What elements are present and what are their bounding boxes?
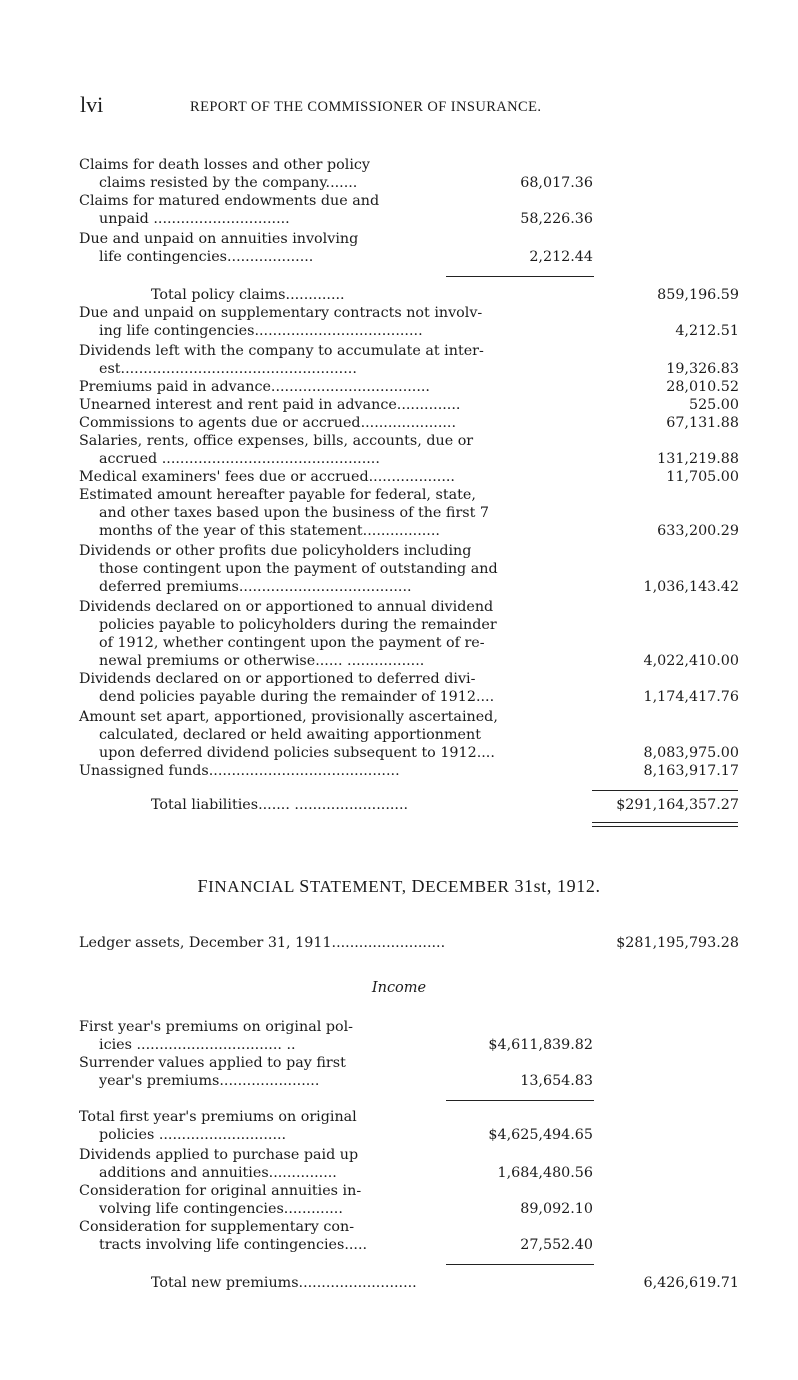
- total-first-year-amount: $4,625,494.65: [488, 1127, 593, 1143]
- income-heading: Income: [371, 980, 427, 996]
- document-page: lvi REPORT OF THE COMMISSIONER OF INSURANCE. Claims for death losses and other policy claims resisted by the company....... 68,017.36 Claims for matured endowments due and unpaid .............................. 58,226.36 Due and unpaid on annuities involving life contingencies................... 2,212.44 Total policy claims............. 859,196.59 Due and unpaid on supplementary contracts not involv- ing life contingencies..................................... 4,212.51 Dividends left with the company to accumulate at inter- est.................................................... 19,326.83 Premiums paid in advance................................... 28,010.52 Unearned interest and rent paid in advance.............. 525.00 Commissions to agents due or accrued..................... 67,131.88 Salaries, rents, office expenses, bills, accounts, due or accrued ................................................ 131,219.88 Medical examiners' fees due or accrued................... 11,705.00 Estimated amount hereafter payable for federal, state, and other taxes based upon the business of the first 7 months of the year of this statement................. 633,200.29 Dividends or other profits due policyholders including those contingent upon the payment of outstanding and deferred premiums...................................... 1,036,143.42 Dividends declared on or apportioned to annual dividend policies payable to policyholders during the remainder of 1912, whether contingent upon the payment of re- newal premiums or otherwise...... ................. 4,022,410.00 Dividends declared on or apportioned to deferred divi- dend policies payable during the remainder of 1912.... 1,174,417.76 Amount set apart, apportioned, provisionally ascertained, calculated, declared or held awaiting apportionment upon deferred dividend policies subsequent to 1912.... 8,083,975.00 Unassigned funds.......................................... 8,163,917.17 Total liabilities....... ......................... $291,164,357.27 FINANCIAL STATEMENT, DECEMBER 31st, 1912. Ledger assets, December 31, 1911......................... $281,195,793.28 Income First year's premiums on original pol- icies ................................ .. $4,611,839.82 Surrender values applied to pay first year's premiums...................... 13,654.83 Total first year's premiums on original policies ............................ $4,625,494.65 Dividends applied to purchase paid up additions and annuities............... 1,684,480.56 Consideration for original annuities in- volving life contingencies............. 89,092.10 Consideration for supplementary con- tracts involving life contingencies..... 27,552.40 Total new premiums.......................... 6,426,619.71: [0, 0, 798, 1380]
- income-amount: 89,092.10: [520, 1201, 593, 1217]
- claim-amount: 68,017.36: [520, 175, 593, 191]
- subtotal-rule: [446, 1264, 594, 1265]
- liability-amount: 8,083,975.00: [643, 745, 739, 761]
- total-liabilities-amount: $291,164,357.27: [616, 797, 739, 813]
- liability-amount: 633,200.29: [657, 523, 739, 539]
- income-amount: 13,654.83: [520, 1073, 593, 1089]
- running-title: REPORT OF THE COMMISSIONER OF INSURANCE.: [190, 99, 542, 115]
- liability-amount: 4,212.51: [675, 323, 739, 339]
- liability-amount: 4,022,410.00: [643, 653, 739, 669]
- liability-amount: 28,010.52: [666, 379, 739, 395]
- liability-amount: 525.00: [688, 397, 739, 413]
- liability-amount: 1,174,417.76: [643, 689, 739, 705]
- liability-amount: 11,705.00: [666, 469, 739, 485]
- subtotal-rule: [446, 276, 594, 277]
- total-rule: [592, 790, 738, 791]
- liability-amount: 131,219.88: [657, 451, 739, 467]
- liability-amount: 1,036,143.42: [643, 579, 739, 595]
- liability-amount: 19,326.83: [666, 361, 739, 377]
- double-rule: [592, 822, 738, 827]
- liability-amount: 8,163,917.17: [643, 763, 739, 779]
- claim-amount: 2,212.44: [529, 249, 593, 265]
- page-number: lvi: [80, 92, 104, 117]
- income-amount: 1,684,480.56: [497, 1165, 593, 1181]
- section-title: FINANCIAL STATEMENT, DECEMBER 31st, 1912.: [197, 876, 601, 896]
- total-policy-claims-amount: 859,196.59: [657, 287, 739, 303]
- liability-amount: 67,131.88: [666, 415, 739, 431]
- total-new-premiums-amount: 6,426,619.71: [643, 1275, 739, 1291]
- income-amount: 27,552.40: [520, 1237, 593, 1253]
- income-amount: $4,611,839.82: [488, 1037, 593, 1053]
- ledger-assets-amount: $281,195,793.28: [616, 935, 739, 951]
- subtotal-rule: [446, 1100, 594, 1101]
- claim-amount: 58,226.36: [520, 211, 593, 227]
